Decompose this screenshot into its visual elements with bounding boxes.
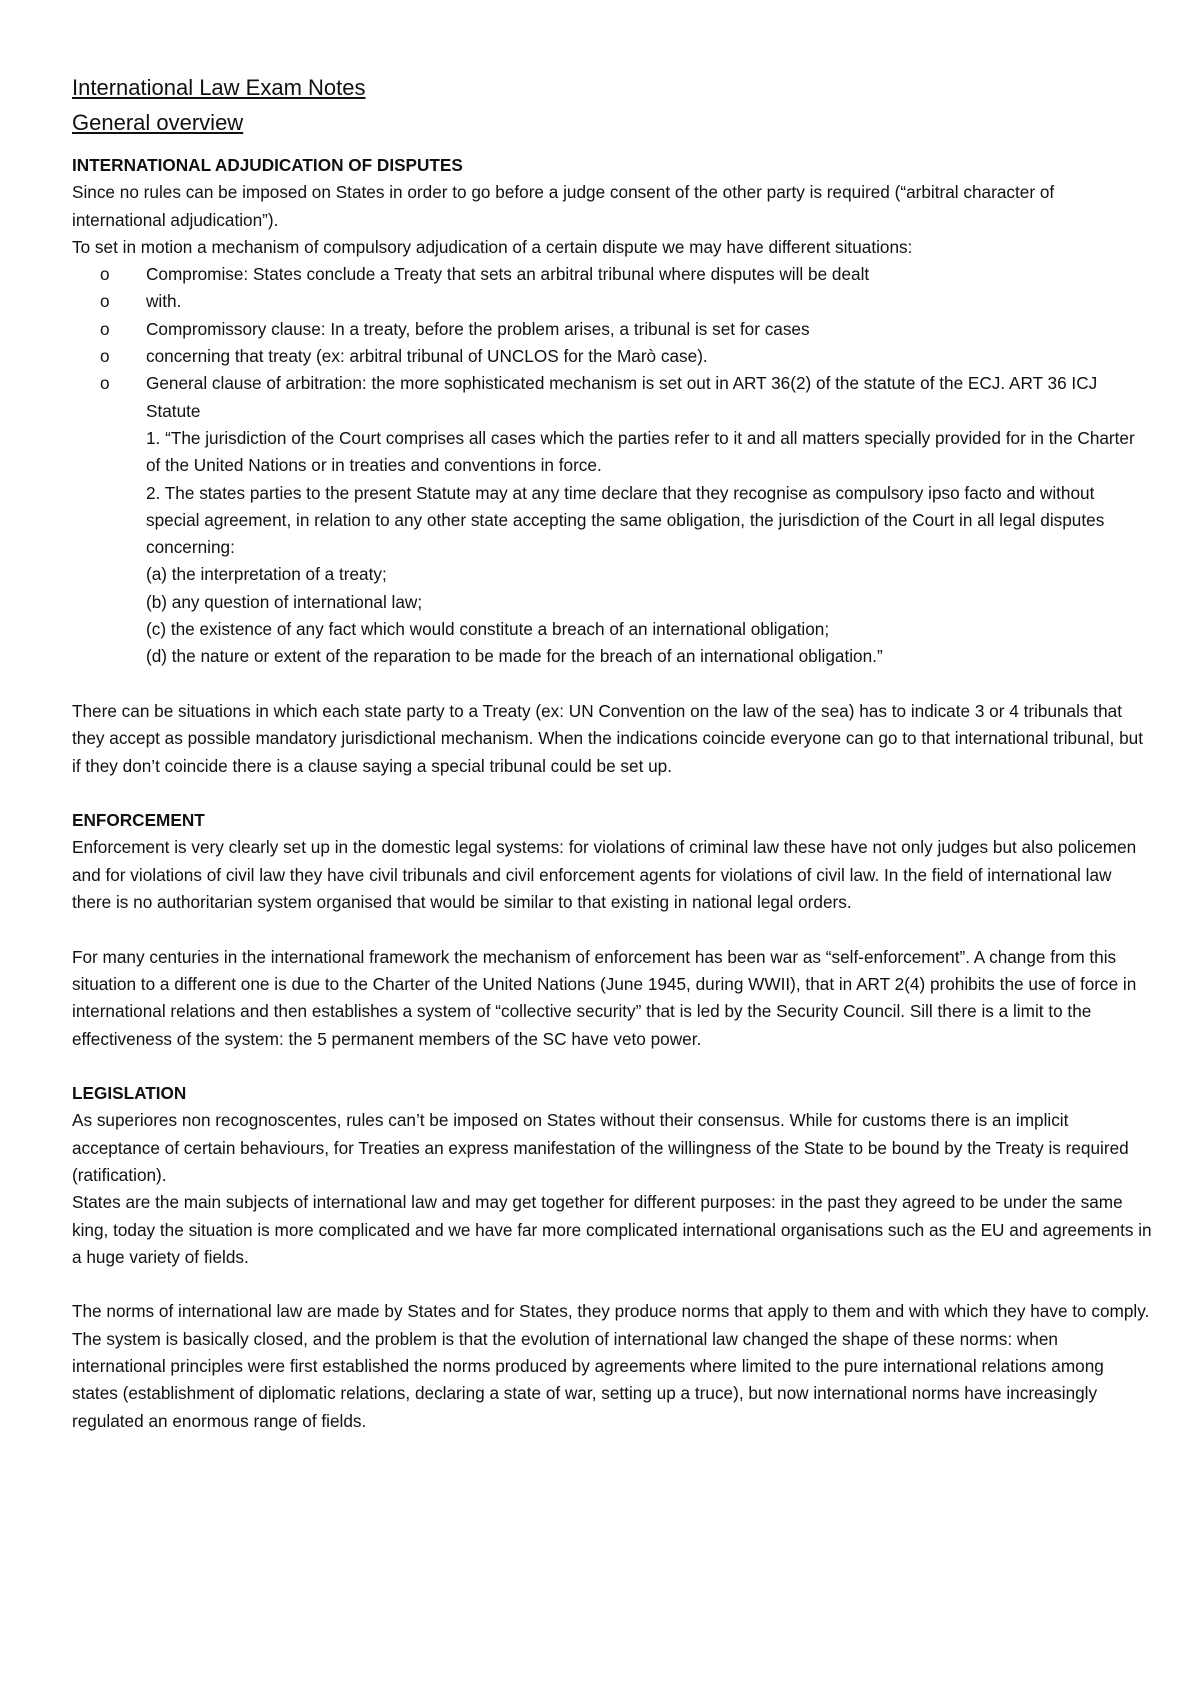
list-item xyxy=(72,343,1152,370)
bullet-list xyxy=(72,261,1152,425)
statute-quote xyxy=(72,425,1152,671)
list-item-text: Compromise: States conclude a Treaty that sets an arbitral tribunal where disputes will be dealt xyxy=(146,264,870,285)
statute-line: 1. “The jurisdiction of the Court comprises all cases which the parties refer to it and all matters specially provided for in the Charter of the United Nations or in treaties and conventions in force. xyxy=(146,427,1135,476)
list-item xyxy=(72,370,1152,425)
spacer xyxy=(72,1053,1152,1080)
section-heading: ENFORCEMENT xyxy=(72,810,205,831)
list-item-text: with. xyxy=(146,291,182,312)
paragraph: Enforcement is very clearly set up in the domestic legal systems: for violations of criminal law these have not only judges but also policemen and for violations of civil law they have civil tribunals and civil enforcement agents for violations of civil law. In the field of international law there is no authoritarian system organised that would be similar to that existing in national legal orders. xyxy=(72,837,1137,913)
paragraph: As superiores non recognoscentes, rules can’t be imposed on States without their consensus. While for customs there is an implicit acceptance of certain behaviours, for Treaties an express manifestation of the willingness of the State to be bound by the Treaty is required (ratification). xyxy=(72,1110,1129,1185)
spacer xyxy=(72,916,1152,943)
bullet-icon: o xyxy=(100,291,110,312)
section-heading: INTERNATIONAL ADJUDICATION OF DISPUTES xyxy=(72,155,463,175)
section-enforcement xyxy=(72,807,1152,1053)
spacer xyxy=(72,671,1152,698)
bullet-icon: o xyxy=(100,373,110,394)
list-item xyxy=(72,316,1152,343)
statute-line: (c) the existence of any fact which would constitute a breach of an international obligation; xyxy=(146,619,830,640)
section-heading: LEGISLATION xyxy=(72,1083,187,1104)
bullet-icon: o xyxy=(100,318,110,339)
document-subtitle: General overview xyxy=(72,110,244,135)
list-item xyxy=(72,261,1152,288)
document-title: International Law Exam Notes xyxy=(72,75,366,100)
paragraph: To set in motion a mechanism of compulsory adjudication of a certain dispute we may have different situations: xyxy=(72,236,913,257)
paragraph: There can be situations in which each state party to a Treaty (ex: UN Convention on the law of the sea) has to indicate 3 or 4 tribunals that they accept as possible mandatory jurisdictional mechanism. When the indications coincide everyone can go to that international tribunal, but if they don’t coincide there is a clause saying a special tribunal could be set up. xyxy=(72,700,1144,776)
paragraph: For many centuries in the international framework the mechanism of enforcement has been war as “self-enforcement”. A change from this situation to a different one is due to the Charter of the United Nations (June 1945, during WWII), that in ART 2(4) prohibits the use of force in international relations and then establishes a system of “collective security” that is led by the Security Council. Sill there is a limit to the effectiveness of the system: the 5 permanent members of the SC have veto power. xyxy=(72,946,1137,1049)
list-item-text: concerning that treaty (ex: arbitral tribunal of UNCLOS for the Marò case). xyxy=(146,346,708,367)
list-item xyxy=(72,288,1152,315)
spacer xyxy=(72,1271,1152,1298)
list-item-text: General clause of arbitration: the more sophisticated mechanism is set out in ART 36(2) of the statute of the ECJ. ART 36 ICJ Statute xyxy=(146,373,1098,421)
bullet-icon: o xyxy=(100,264,110,285)
paragraph: The norms of international law are made by States and for States, they produce norms that apply to them and with which they have to comply. The system is basically closed, and the problem is that the evolution of international law changed the shape of these norms: when international principles were first established the norms produced by agreements where limited to the pure international relations among states (establishment of diplomatic relations, declaring a state of war, setting up a truce), but now international norms have increasingly regulated an enormous range of fields. xyxy=(72,1301,1150,1431)
statute-line: (a) the interpretation of a treaty; xyxy=(146,564,387,585)
statute-line: 2. The states parties to the present Statute may at any time declare that they recognise as compulsory ipso facto and without special agreement, in relation to any other state accepting the same obligation, the jurisdiction of the Court in all legal disputes concerning: xyxy=(146,482,1105,558)
statute-line: (d) the nature or extent of the reparation to be made for the breach of an international obligation.” xyxy=(146,646,883,667)
statute-line: (b) any question of international law; xyxy=(146,591,423,612)
spacer xyxy=(72,140,1152,152)
spacer xyxy=(72,780,1152,807)
paragraph: States are the main subjects of international law and may get together for different purposes: in the past they agreed to be under the same king, today the situation is more complicated and we have far more complicated international organisations such as the EU and agreements in a huge variety of fields. xyxy=(72,1192,1152,1267)
paragraph: Since no rules can be imposed on States in order to go before a judge consent of the other party is required (“arbitral character of international adjudication”). xyxy=(72,182,1055,230)
section-legislation xyxy=(72,1080,1152,1435)
section-adjudication xyxy=(72,152,1152,780)
document-page xyxy=(72,70,1152,1435)
bullet-icon: o xyxy=(100,346,110,367)
list-item-text: Compromissory clause: In a treaty, before the problem arises, a tribunal is set for cases xyxy=(146,318,810,339)
